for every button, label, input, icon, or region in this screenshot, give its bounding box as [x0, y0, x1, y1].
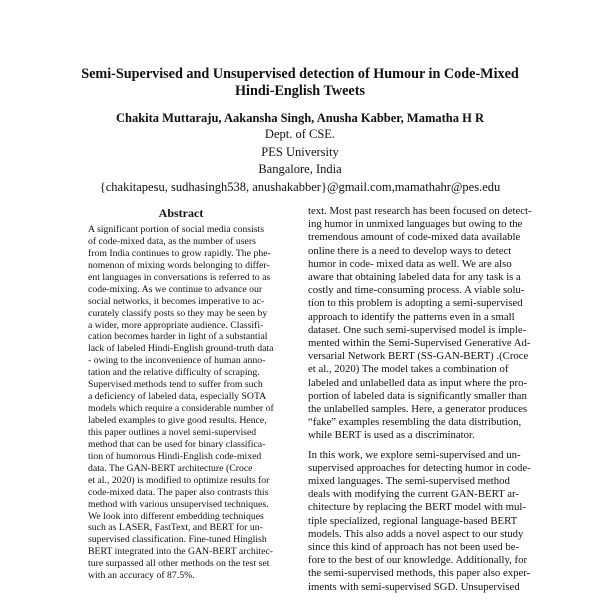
body-text-line: aware that obtaining labeled data for any task is a — [308, 271, 521, 284]
body-text-line: models. This also adds a novel aspect to our study — [308, 527, 524, 540]
body-text-line: versarial Network BERT (SS-GAN-BERT) .(Croce — [308, 350, 529, 363]
abstract-line: cation becomes harder in light of a substantial — [88, 331, 268, 343]
body-text-line: fore to the best of our knowledge. Additionally, for — [308, 554, 528, 567]
abstract-line: of code-mixed data, as the number of users — [88, 235, 256, 247]
title-line-2: Hindi-English Tweets — [235, 83, 365, 99]
body-text-line: mixed languages. The semi-supervised method — [308, 475, 510, 488]
body-paragraph-1 — [308, 205, 534, 443]
body-text-line: “fake” examples resembling the data distribution, — [308, 416, 522, 429]
body-column-right — [308, 205, 534, 594]
abstract-body — [88, 224, 280, 582]
body-text-line: costly and time-consuming process. A viable solu- — [308, 284, 525, 297]
affiliation-line: Dept. of CSE. — [264, 127, 336, 141]
abstract-line: method that can be used for binary classifica- — [88, 438, 266, 450]
body-text-line: humor in code- mixed data as well. We are also — [308, 257, 512, 270]
abstract-line: Supervised methods tend to suffer from such — [88, 379, 263, 391]
abstract-line: a wider, more appropriate audience. Classifi- — [88, 319, 264, 331]
abstract-line: A significant portion of social media consists — [88, 224, 265, 235]
abstract-line: tation and the relative difficulty of scraping. — [88, 367, 260, 379]
abstract-line: method with various unsupervised techniques. — [88, 498, 269, 510]
abstract-line: et al., 2020) is modified to optimize results for — [88, 474, 270, 486]
affiliation-block — [40, 126, 560, 196]
title-line-1: Semi-Supervised and Unsupervised detection of Humour in Code-Mixed — [81, 66, 519, 82]
body-text-line: mented within the Semi-Supervised Generative Ad- — [308, 337, 531, 350]
abstract-line: ent languages in conversations is referred to as — [88, 271, 271, 283]
abstract-line: this paper outlines a novel semi-supervised — [88, 426, 257, 438]
body-text-line: portion of labeled data is significantly smaller than — [308, 389, 527, 402]
abstract-line: code-mixed data. The paper also contrasts this — [88, 486, 269, 498]
body-text-line: since this kind of approach has not been used be- — [308, 541, 520, 554]
abstract-line: - owing to the inconvenience of human anno- — [88, 355, 266, 367]
author-emails: {chakitapesu, sudhasingh538, anushakabber}@gmail.com,mamathahr@pes.edu — [99, 179, 501, 194]
affiliation-line: PES University — [261, 144, 339, 159]
affiliation-line: Bangalore, India — [258, 162, 342, 176]
abstract-line: lack of labeled Hindi-English ground-truth data — [88, 343, 274, 355]
abstract-line: data. The GAN-BERT architecture (Croce — [88, 462, 253, 474]
body-text-line: tion to this problem is adopting a semi-supervised — [308, 297, 523, 310]
abstract-line: code-mixing. As we continue to advance our — [88, 283, 263, 295]
body-text-line: supervised approaches for detecting humor in code- — [308, 461, 531, 474]
body-text-line: iments with semi-supervised SGD. Unsupervised — [308, 580, 520, 593]
abstract-line: models which require a considerable number of — [88, 403, 274, 415]
abstract-line: with an accuracy of 87.5%. — [88, 570, 195, 582]
body-text-line: tremendous amount of code-mixed data available — [308, 231, 521, 244]
abstract-line: supervised classification. Fine-tuned Hinglish — [88, 534, 267, 546]
body-text-line: while BERT is used as a discriminator. — [308, 429, 475, 442]
body-text-line: text. Most past research has been focused on detect- — [308, 205, 532, 217]
body-text-line: et al., 2020) The model takes a combination of — [308, 363, 509, 376]
abstract-line: curately classify posts so they may be seen by — [88, 307, 268, 319]
body-text-line: tiple specialized, regional language-based BERT — [308, 514, 518, 527]
abstract-line: a deficiency of labeled data, especially SOTA — [88, 391, 267, 403]
abstract-line: ture surpassed all other methods on the test set — [88, 558, 270, 570]
body-text-line: deals with modifying the current GAN-BERT ar- — [308, 488, 519, 501]
body-text-line: labeled and unlabelled data as input where the pro- — [308, 376, 528, 389]
body-text-line: chitecture by replacing the BERT model with mul- — [308, 501, 526, 514]
abstract-line: such as LASER, FastText, and BERT for un- — [88, 522, 263, 534]
body-text-line: the unlabelled samples. Here, a generator produces — [308, 403, 528, 416]
body-text-line: online there is a need to develop ways to detect — [308, 244, 512, 257]
body-text-line: dataset. One such semi-supervised model is imple- — [308, 323, 527, 336]
abstract-line: nomenon of mixing words belonging to differ- — [88, 259, 270, 271]
body-text-line: In this work, we explore semi-supervised and un- — [308, 448, 521, 461]
abstract-line: social networks, it becomes imperative to ac- — [88, 295, 265, 307]
abstract-line: labeled examples to give good results. Hence, — [88, 415, 267, 426]
author-list: Chakita Muttaraju, Aakansha Singh, Anusha Kabber, Mamatha H R — [115, 111, 485, 125]
body-text-line: the semi-supervised methods, this paper also exper- — [308, 567, 531, 580]
abstract-heading: Abstract — [158, 206, 204, 220]
abstract-line: BERT integrated into the GAN-BERT architec- — [88, 546, 274, 558]
body-text-line: approach to identify the patterns even in a small — [308, 310, 515, 323]
abstract-line: from India continues to grow rapidly. The phe- — [88, 247, 271, 259]
abstract-line: We look into different embedding techniques — [88, 510, 264, 522]
abstract-line: tion of humorous Hindi-English code-mixed — [88, 450, 262, 462]
body-text-line: ing humor in unmixed languages but owing to the — [308, 218, 523, 231]
paper-title — [60, 66, 540, 100]
body-paragraph-2 — [308, 449, 534, 594]
